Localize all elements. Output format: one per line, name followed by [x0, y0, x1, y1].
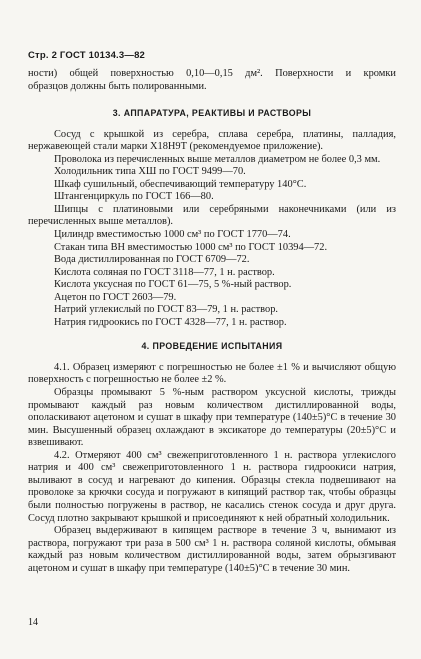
list-item: Штангенциркуль по ГОСТ 166—80.	[54, 191, 214, 203]
list-item: Натрия гидроокись по ГОСТ 4328—77, 1 н. раствор.	[54, 316, 287, 328]
list-item: Натрий углекислый по ГОСТ 83—79, 1 н. раствор.	[54, 304, 279, 316]
intro-line-2: образцов должны быть полированными.	[28, 80, 207, 92]
section-3-title: 3. АППАРАТУРА, РЕАКТИВЫ И РАСТВОРЫ	[112, 108, 312, 119]
section-4-title: 4. ПРОВЕДЕНИЕ ИСПЫТАНИЯ	[141, 341, 283, 352]
list-item: Кислота уксусная по ГОСТ 61—75, 5 %-ный раствор.	[54, 279, 292, 291]
list-item: Шипцы с платиновыми или серебряными наконечниками (или из перечисленных выше металлов).	[28, 203, 396, 228]
list-item: Кислота соляная по ГОСТ 3118—77, 1 н. раствор.	[54, 266, 275, 278]
section-3-para-wire: Проволока из перечисленных выше металлов диаметром не более 0,3 мм.	[54, 153, 381, 165]
section-4-para-4-2: 4.2. Отмеряют 400 см³ свежеприготовленного 1 н. раствора углекислого натрия и 400 см³ свежеприготовленного 1 н. раствора гидроокиси натрия, выливают в сосуд и нагревают до кипения. Образцы стекла подвешивают на проволоке за крючки сосуда и погружают в кипящий раствор так, чтобы образцы были полностью погружены в раствор, не касались стенок сосуда и друг друга. Сосуд плотно закрывают крышкой и присоединяют к ней обратный холодильник.	[28, 449, 396, 524]
list-item: Холодильник типа ХШ по ГОСТ 9499—70.	[54, 166, 246, 178]
list-item: Цилиндр вместимостью 1000 см³ по ГОСТ 1770—74.	[54, 229, 291, 241]
section-4-para-washing: Образцы промывают 5 %-ным раствором уксусной кислоты, трижды промывают каждый раз новым количеством дистиллированной воды, ополаскивают ацетоном и сушат в шкафу при температуре (140±5)°С в течение 30 мин. Высушенный образец охлаждают в эксикаторе до температуры (20±5)°С и взвешивают.	[28, 387, 396, 449]
section-4-para-boiling: Образец выдерживают в кипящем растворе в течение 3 ч, вынимают из раствора, погружают три раза в 500 см³ 1 н. раствора соляной кислоты, обмывая каждый раз новым количеством дистиллированной воды, затем обрызгивают ацетоном и сушат в шкафу при температуре (140±5)°С в течение 30 мин.	[28, 525, 396, 574]
document-body	[28, 68, 396, 575]
list-item: Шкаф сушильный, обеспечивающий температуру 140°С.	[54, 178, 307, 190]
list-item: Вода дистиллированная по ГОСТ 6709—72.	[54, 254, 250, 266]
page-number: 14	[28, 617, 38, 628]
list-item: Ацетон по ГОСТ 2603—79.	[54, 291, 177, 303]
list-item: Стакан типа ВН вместимостью 1000 см³ по ГОСТ 10394—72.	[54, 241, 328, 253]
section-3-para-vessel: Сосуд с крышкой из серебра, сплава серебра, платины, палладия, нержавеющей стали марки Х18Н9Т (рекомендуемое приложение).	[28, 128, 396, 153]
equipment-list	[28, 166, 396, 329]
intro-line-1: ности) общей поверхностью 0,10—0,15 дм². Поверхности и кромки	[28, 68, 396, 79]
page-header: Стр. 2 ГОСТ 10134.3—82	[28, 50, 146, 61]
section-4-para-4-1: 4.1. Образец измеряют с погрешностью не более ±1 % и вычисляют общую поверхность с погрешностью не более ±2 %.	[28, 361, 396, 386]
